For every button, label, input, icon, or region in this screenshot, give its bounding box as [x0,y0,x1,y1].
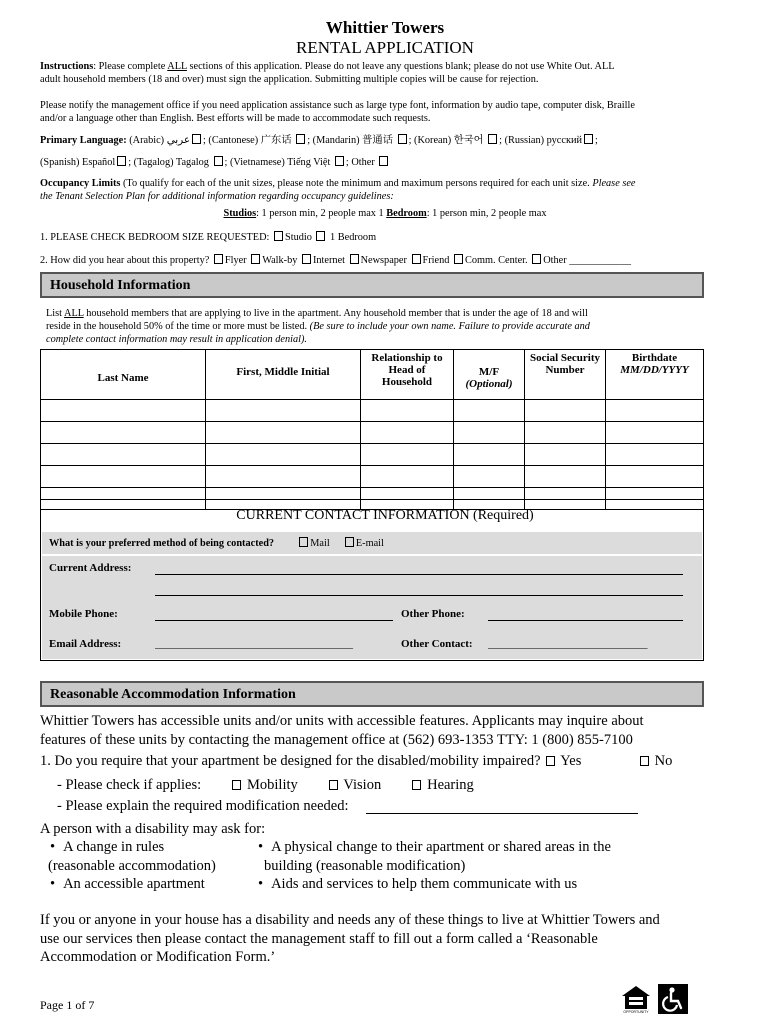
no-option: No [638,752,672,771]
equal-housing-caption: OPPORTUNITY [623,1010,649,1014]
may-ask-text: A person with a disability may ask for: [40,821,266,837]
other-language-checkbox[interactable] [379,156,388,166]
mobility-checkbox[interactable] [232,780,241,790]
accommodation-intro: Whittier Towers has accessible units and/or units with accessible features. Applicants may inquire about features of these units by contacting the management office at (562) 693-1353 TTY: 1 (800) 855-7100 [40,713,644,748]
vision-checkbox[interactable] [329,780,338,790]
check-if-applies-row: - Please check if applies: Mobility Vision Hearing [57,777,474,793]
page-subtitle: RENTAL APPLICATION [296,38,474,57]
table-row[interactable] [41,400,704,422]
email-checkbox[interactable] [345,537,354,547]
col-first-name: First, Middle Initial [206,350,361,400]
spanish-checkbox[interactable] [117,156,126,166]
flyer-checkbox[interactable] [214,254,223,264]
household-instructions: List ALL household members that are applying to live in the apartment. Any household member that is under the age of 18 and will reside in the household 50% of the time or more must be listed. (Be sure to include your own name. Failure to provide accurate and complete contact information may result in application denial). [46,308,590,345]
instructions: Instructions: Please complete ALL sections of this application. Please do not leave any questions blank; please do not use White Out. ALL adult household members (18 and over) must sign the application. Submitting multiple copies will be cause for rejection. [40,61,615,85]
household-table [40,349,704,510]
household-section-header: Household Information [40,272,704,298]
no-checkbox[interactable] [640,756,649,766]
col-last-name: Last Name [41,350,206,400]
bullet-change-rules: • A change in rules (reasonable accommodation) • An accessible apartment [50,838,216,894]
current-address-label: Current Address: [49,562,132,574]
bullet-physical-change: • A physical change to their apartment or shared areas in the building (reasonable modification) • Aids and services to help them communicate with us [258,838,611,894]
vietnamese-checkbox[interactable] [335,156,344,166]
page-title: Whittier Towers [325,18,445,37]
tagalog-checkbox[interactable] [214,156,223,166]
email-address-line[interactable]: ____________________________________ [155,638,353,650]
mobile-phone-label: Mobile Phone: [49,608,118,620]
hearing-checkbox[interactable] [412,780,421,790]
contact-method-row: What is your preferred method of being contacted? Mail E-mail [49,538,384,549]
current-address-line2[interactable] [155,595,683,596]
accommodation-section-header: Reasonable Accommodation Information [40,681,704,707]
col-relationship: Relationship to Head of Household [361,350,454,400]
page-number: Page 1 of 7 [40,998,95,1012]
walk-by-checkbox[interactable] [251,254,260,264]
friend-checkbox[interactable] [412,254,421,264]
internet-checkbox[interactable] [302,254,311,264]
referral-question: 2. How did you hear about this property? Flyer Walk-by Internet Newspaper Friend Comm. Center. Other ____________ [40,255,631,266]
arabic-checkbox[interactable] [192,134,201,144]
col-mf: M/F (Optional) [454,350,525,400]
wheelchair-icon [658,984,688,1014]
contact-title: CURRENT CONTACT INFORMATION (Required) [236,508,534,523]
current-address-line1[interactable] [155,574,683,575]
col-ssn: Social Security Number [525,350,606,400]
comm-center-checkbox[interactable] [454,254,463,264]
equal-housing-icon [620,984,652,1016]
mandarin-checkbox[interactable] [398,134,407,144]
email-address-label: Email Address: [49,638,122,650]
cantonese-checkbox[interactable] [296,134,305,144]
yes-checkbox[interactable] [546,756,555,766]
korean-checkbox[interactable] [488,134,497,144]
other-phone-label: Other Phone: [401,608,465,620]
explain-modification-line[interactable] [366,813,638,814]
accessibility-question: 1. Do you require that your apartment be designed for the disabled/mobility impaired? Yes [40,753,582,769]
notify-text: Please notify the management office if you need application assistance such as large type font, information by audio tape, computer disk, Braille and/or a language other than English. Best efforts will be made to accommodate such requests. [40,100,635,124]
table-row[interactable] [41,466,704,488]
newspaper-checkbox[interactable] [350,254,359,264]
table-row[interactable] [41,422,704,444]
bedroom-size-question: 1. PLEASE CHECK BEDROOM SIZE REQUESTED: Studio 1 Bedroom [40,232,377,243]
russian-checkbox[interactable] [584,134,593,144]
col-birthdate: Birthdate MM/DD/YYYY [606,350,704,400]
other-contact-label: Other Contact: [401,638,473,650]
studio-checkbox[interactable] [274,231,283,241]
occupancy-limits: Occupancy Limits (To qualify for each of the unit sizes, please note the minimum and maximum persons required for each unit size. Please see the Tenant Selection Plan for additional information regarding occupancy guidelines: [40,178,636,202]
primary-language-row2: (Spanish) Español ; (Tagalog) Tagalog ; (Vietnamese) Tiếng Việt ; Other [40,156,390,169]
one-bedroom-checkbox[interactable] [316,231,325,241]
primary-language-row1: Primary Language: (Arabic) عربي ; (Cantonese) 广东话 ; (Mandarin) 普通话 ; (Korean) 한국어 ; (Russian) русский ; [40,135,598,146]
explain-modification-label: - Please explain the required modification needed: [57,798,349,814]
mail-checkbox[interactable] [299,537,308,547]
table-row[interactable] [41,444,704,466]
other-contact-line[interactable]: _____________________________ [488,638,648,650]
other-phone-line[interactable] [488,620,683,621]
occupancy-guidelines: Studios: 1 person min, 2 people max 1 Bedroom: 1 person min, 2 people max [223,208,547,219]
accommodation-closing: If you or anyone in your house has a disability and needs any of these things to live at Whittier Towers and use our services then please contact the management staff to fill out a form called a ‘Reasonable Accommodation or Modification Form.’ [40,912,660,965]
other-referral-checkbox[interactable] [532,254,541,264]
mobile-phone-line[interactable] [155,620,393,621]
